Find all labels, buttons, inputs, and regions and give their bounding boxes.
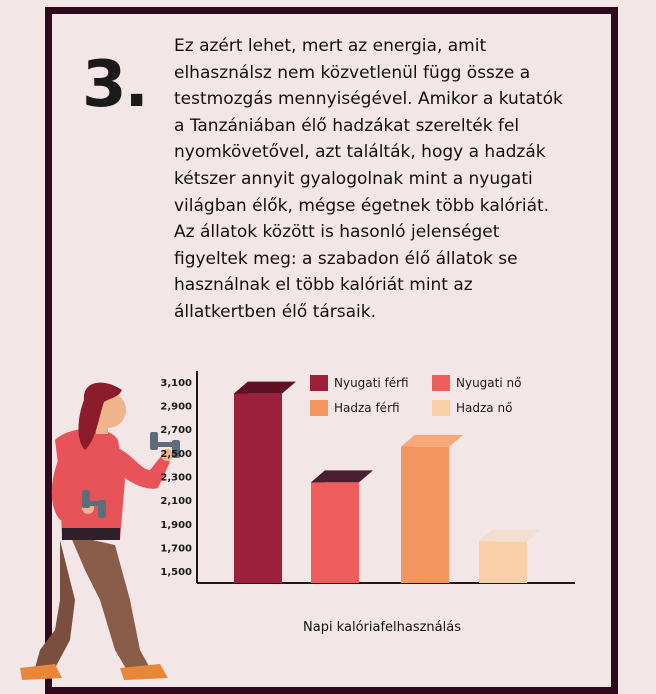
paragraph-line: használnak el több kalóriát mint az	[174, 275, 473, 296]
legend-swatch	[432, 375, 450, 391]
y-tick-label: 1,500	[160, 567, 192, 579]
y-tick-label: 1,900	[160, 519, 192, 531]
bar-front-face	[479, 542, 527, 583]
paragraph-line: Ez azért lehet, mert az energia, amit	[174, 36, 487, 56]
step-number: 3.	[82, 48, 147, 122]
paragraph-line: világban élők, mégse égetnek több kalóriát.	[174, 195, 550, 216]
woman-with-dumbbells-illustration	[20, 383, 180, 680]
legend-label: Hadza férfi	[334, 401, 400, 415]
bar-top-face	[479, 530, 541, 542]
bar-front-face	[311, 482, 359, 583]
y-tick-label: 2,300	[160, 472, 192, 484]
chart-caption: Napi kalóriafelhasználás	[303, 620, 461, 635]
paragraph-line: a Tanzániában élő hadzákat szerelték fel	[174, 115, 520, 136]
paragraph-line: testmozgás mennyiségével. Amikor a kutatók	[174, 89, 563, 110]
bar-front-face	[401, 447, 449, 583]
bar-top-face	[401, 435, 463, 447]
paragraph-line: Az állatok között is hasonló jelenséget	[174, 222, 500, 243]
bar-1	[234, 382, 296, 583]
bar-3	[401, 435, 463, 583]
paragraph-line: figyeltek meg: a szabadon élő állatok se	[174, 248, 518, 269]
legend-swatch	[310, 375, 328, 391]
bar-front-face	[234, 394, 282, 583]
paragraph-line: nyomkövetővel, azt találták, hogy a hadzák	[174, 142, 546, 163]
legend-swatch	[310, 400, 328, 416]
bar-top-face	[311, 470, 373, 482]
y-tick-label: 2,100	[160, 496, 192, 508]
legend-label: Nyugati férfi	[334, 376, 409, 390]
legend-label: Nyugati nő	[456, 376, 522, 390]
paragraph-line: kétszer annyit gyalogolnak mint a nyugati	[174, 168, 533, 189]
legend-label: Hadza nő	[456, 401, 513, 415]
y-tick-label: 2,500	[160, 448, 192, 460]
y-tick-label: 2,700	[160, 425, 192, 437]
paragraph-line: állatkertben élő társaik.	[174, 301, 377, 322]
y-tick-label: 2,900	[160, 401, 192, 413]
y-tick-label: 1,700	[160, 543, 192, 555]
paragraph-line: elhasználsz nem közvetlenül függ össze a	[174, 62, 531, 83]
legend-swatch	[432, 400, 450, 416]
y-tick-label: 3,100	[160, 377, 192, 389]
bar-top-face	[234, 382, 296, 394]
bar-2	[311, 470, 373, 583]
bar-4	[479, 530, 541, 583]
